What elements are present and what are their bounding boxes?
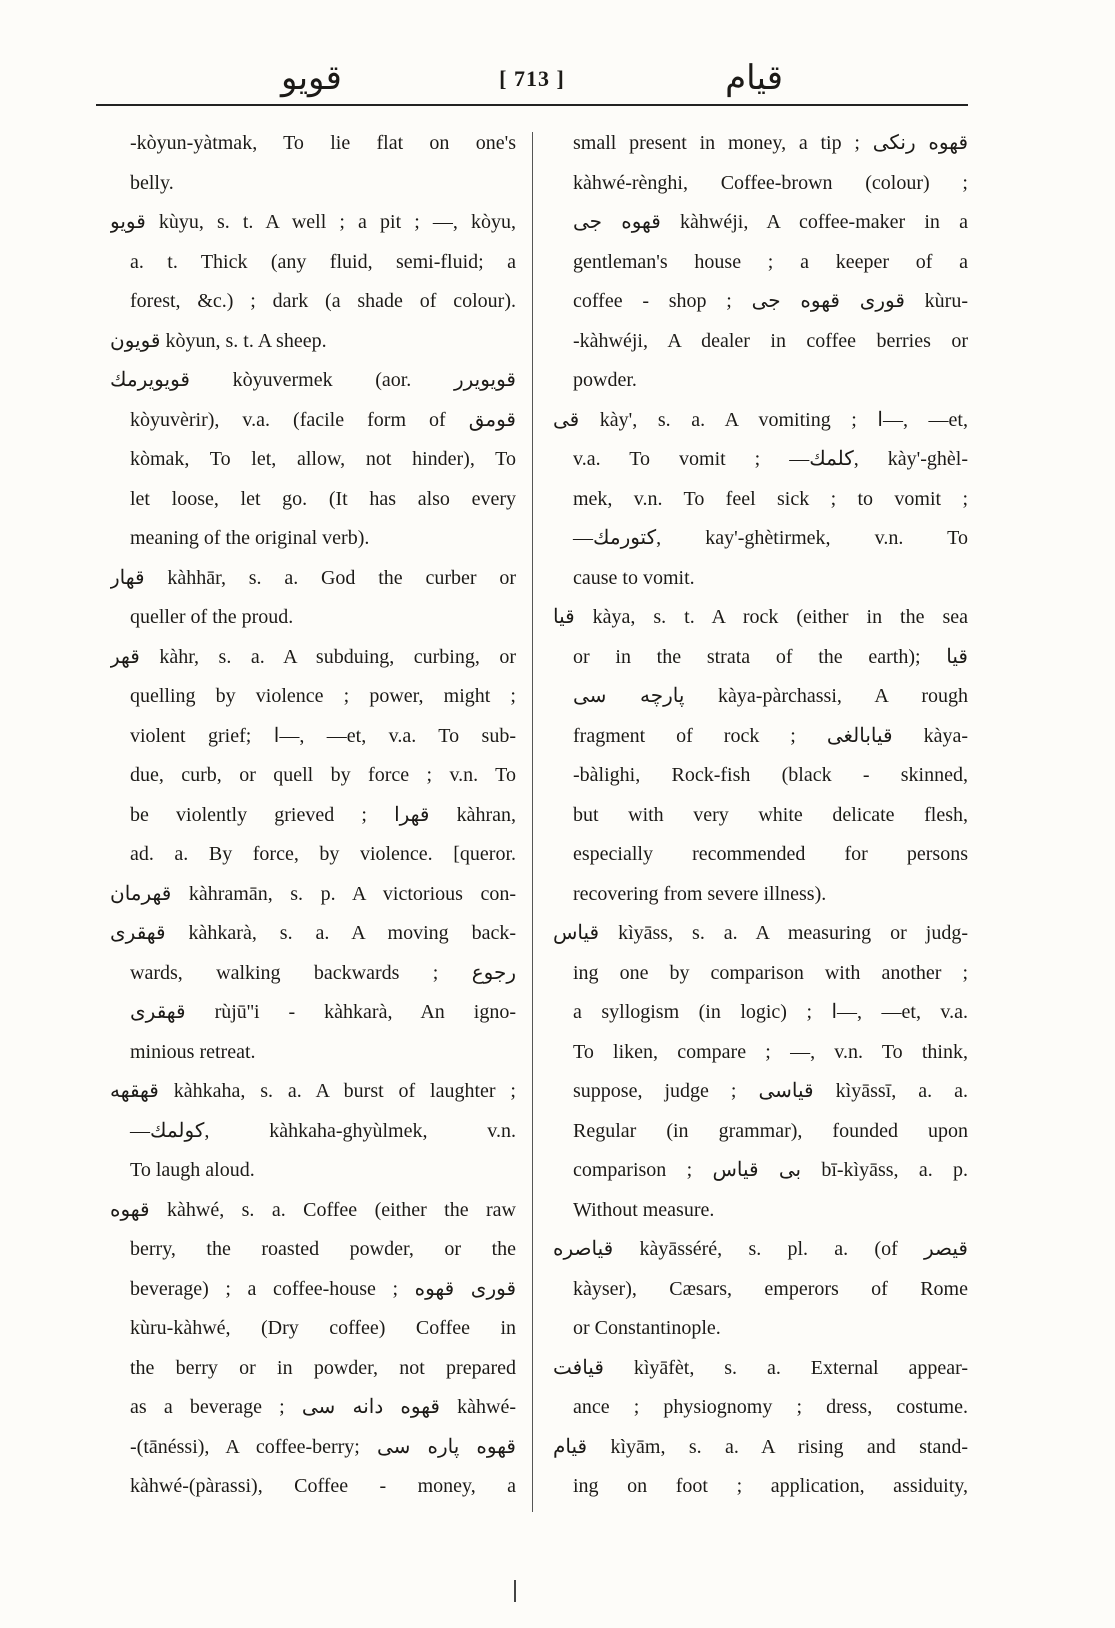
entry-line: قهوه kàhwé, s. a. Coffee (either the raw (110, 1198, 516, 1221)
entry-line: gentleman's house ; a keeper of a (573, 250, 968, 273)
entry-line: suppose, judge ; قياسى kìyāssī, a. a. (573, 1080, 968, 1102)
entry-line: قى kày', s. a. A vomiting ; ا—, —et, (553, 408, 968, 431)
entry-line: comparison ; بى قياس bī-kìyāss, a. p. (573, 1159, 968, 1181)
left-column (110, 124, 516, 1507)
entry-line: ing on foot ; application, assiduity, (573, 1475, 968, 1497)
entry-line: or Constantinople. (573, 1317, 721, 1339)
entry-line: قيافت kìyāfèt, s. a. External appear- (553, 1356, 968, 1379)
entry-line: kòyuvèrir), v.a. (facile form of قومق (130, 408, 516, 431)
entry-line: قهقهه kàhkaha, s. a. A burst of laughter ; (110, 1080, 516, 1102)
entry-line: —كولمك, kàhkaha-ghyùlmek, v.n. (130, 1119, 516, 1142)
entry-line: قويو kùyu, s. t. A well ; a pit ; —, kòyu, (110, 211, 516, 233)
entry-line: -kàhwéji, A dealer in coffee berries or (573, 329, 968, 352)
entry-line: ance ; physiognomy ; dress, costume. (573, 1396, 968, 1418)
entry-line: coffee - shop ; قورى قهوه جى kùru- (573, 290, 968, 312)
entry-line: -bàlighi, Rock-fish (black - skinned, (573, 764, 968, 786)
entry-line: قيام kìyām, s. a. A rising and stand- (553, 1435, 968, 1458)
entry-line: قياس kìyāss, s. a. A measuring or judg- (553, 922, 968, 944)
entry-line: پارچه سى kàya-pàrchassi, A rough (573, 685, 968, 707)
entry-line: ad. a. By force, by violence. [queror. (130, 843, 516, 865)
entry-line: recovering from severe illness). (573, 882, 827, 905)
entry-line: a. t. Thick (any fluid, semi-fluid; a (130, 250, 516, 273)
entry-line: To laugh aloud. (130, 1159, 255, 1181)
column-divider (532, 132, 533, 1512)
entry-line: as a beverage ; قهوه دانه سى kàhwé- (130, 1396, 516, 1418)
entry-line: -kòyun-yàtmak, To lie flat on one's (130, 132, 516, 154)
entry-line: mek, v.n. To feel sick ; to vomit ; (573, 487, 968, 510)
entry-line: قويون kòyun, s. t. A sheep. (110, 329, 327, 352)
entry-line: berry, the roasted powder, or the (130, 1238, 516, 1260)
entry-line: قهرمان kàhramān, s. p. A victorious con- (110, 882, 516, 905)
entry-line: قهار kàhhār, s. a. God the curber or (110, 566, 516, 589)
entry-line: but with very white delicate flesh, (573, 803, 968, 826)
entry-line: قويويرمك kòyuvermek (aor. قويويرر (110, 369, 516, 391)
entry-line: kàhwé-rènghi, Coffee-brown (colour) ; (573, 171, 968, 194)
header-rule (96, 104, 968, 106)
entry-line: or in the strata of the earth); قيا (573, 645, 968, 668)
entry-line: قهوه جى kàhwéji, A coffee-maker in a (573, 211, 968, 233)
entry-line: قهقرى rùjū''i - kàhkarà, An igno- (130, 1001, 516, 1023)
entry-line: kùru-kàhwé, (Dry coffee) Coffee in (130, 1317, 516, 1339)
header-left-word: قويو (281, 58, 342, 98)
entry-line: fragment of rock ; قيابالغى kàya- (573, 724, 968, 747)
entry-line: قهر kàhr, s. a. A subduing, curbing, or (110, 645, 516, 668)
entry-line: the berry or in powder, not prepared (130, 1356, 516, 1379)
entry-line: kàhwé-(pàrassi), Coffee - money, a (130, 1475, 516, 1497)
entry-line: cause to vomit. (573, 566, 695, 589)
entry-line: belly. (130, 171, 174, 194)
gutter-mark (514, 1580, 516, 1602)
entry-line: wards, walking backwards ; رجوع (130, 961, 516, 984)
entry-line: v.a. To vomit ; —كلمك, kày'-ghèl- (573, 448, 968, 470)
entry-line: kàyser), Cæsars, emperors of Rome (573, 1277, 968, 1300)
entry-line: violent grief; ا—, —et, v.a. To sub- (130, 724, 516, 747)
entry-line: be violently grieved ; قهرا kàhran, (130, 803, 516, 826)
page-header (96, 58, 968, 100)
entry-line: small present in money, a tip ; قهوه رنكى (573, 132, 968, 154)
entry-line: قيا kàya, s. t. A rock (either in the sea (553, 606, 968, 628)
entry-line: Regular (in grammar), founded upon (573, 1119, 968, 1142)
entry-line: quelling by violence ; power, might ; (130, 685, 516, 707)
header-right-word: قيام (725, 58, 783, 98)
entry-line: a syllogism (in logic) ; ا—, —et, v.a. (573, 1001, 968, 1023)
entry-line: queller of the proud. (130, 606, 294, 628)
entry-line: minious retreat. (130, 1040, 256, 1063)
entry-line: especially recommended for persons (573, 843, 968, 865)
entry-line: beverage) ; a coffee-house ; قورى قهوه (130, 1277, 516, 1300)
entry-line: forest, &c.) ; dark (a shade of colour). (130, 290, 516, 312)
entry-line: due, curb, or quell by force ; v.n. To (130, 764, 516, 786)
entry-line: meaning of the original verb). (130, 527, 370, 549)
entry-line: Without measure. (573, 1198, 715, 1221)
entry-line: —كتورمك, kay'-ghètirmek, v.n. To (573, 527, 968, 549)
entry-line: To liken, compare ; —, v.n. To think, (573, 1040, 968, 1063)
entry-line: قياصره kàyāsséré, s. pl. a. (of قيصر (553, 1238, 968, 1260)
entry-line: let loose, let go. (It has also every (130, 487, 516, 510)
entry-line: powder. (573, 369, 637, 391)
entry-line: ing one by comparison with another ; (573, 961, 968, 984)
right-column (553, 124, 968, 1507)
page-number: [ 713 ] (499, 66, 565, 91)
entry-line: قهقرى kàhkarà, s. a. A moving back- (110, 922, 516, 944)
entry-line: kòmak, To let, allow, not hinder), To (130, 448, 516, 470)
entry-line: -(tānéssi), A coffee-berry; قهوه پاره سى (130, 1435, 516, 1458)
